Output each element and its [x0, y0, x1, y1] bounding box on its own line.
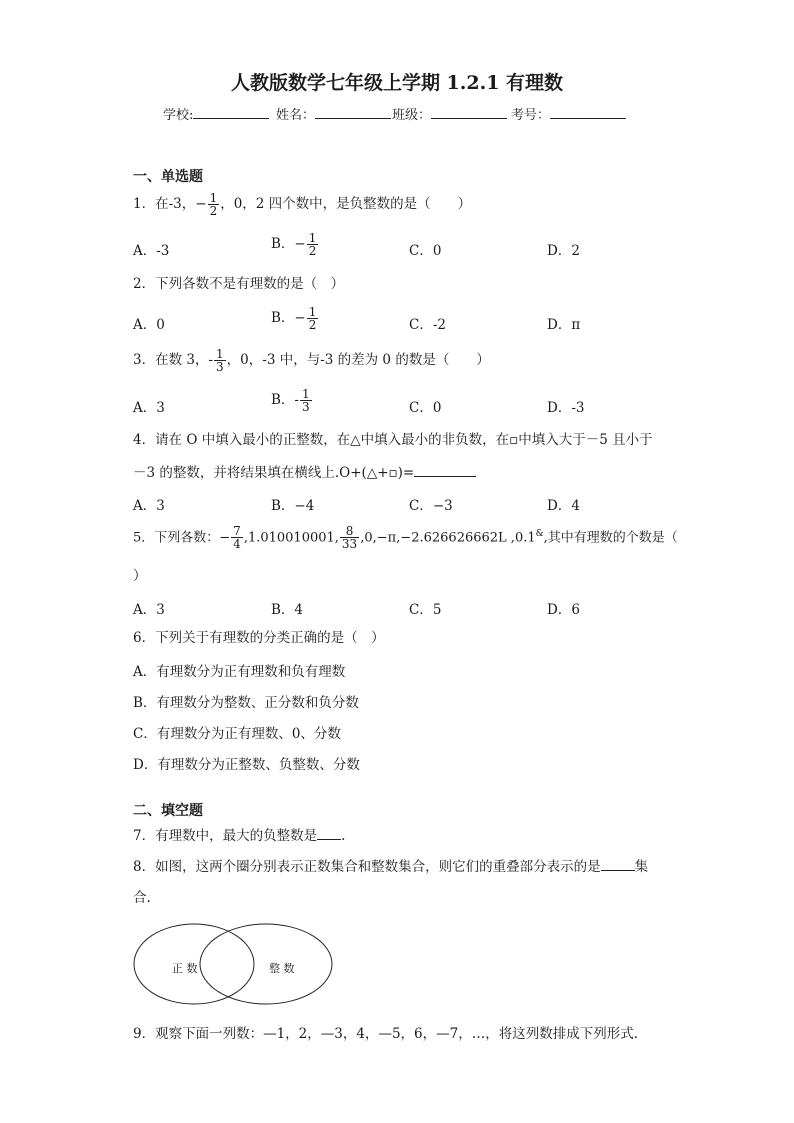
q7-text: 7．有理数中，最大的负整数是 — [133, 828, 318, 844]
q5-option-d[interactable]: D．6 — [547, 602, 580, 618]
q3-b-pre: B．- — [271, 392, 299, 408]
q3-option-b[interactable] — [271, 388, 313, 413]
q2-b-pre: B．− — [271, 310, 306, 326]
q3-frac-num: 1 — [216, 347, 224, 361]
q5-fraction-1 — [231, 525, 243, 550]
q2-b-den: 2 — [308, 318, 317, 332]
q8-line1-end: 集 — [634, 859, 649, 875]
question-9: 9．观察下面一列数：—1，2，—3，4，—5，6，—7，…，将这列数排成下列形式. — [133, 1026, 639, 1042]
q1-option-d[interactable]: D．2 — [547, 243, 580, 259]
question-8-line-2: 合. — [133, 890, 151, 906]
q3-fraction — [214, 348, 226, 373]
question-4-line-2 — [133, 463, 476, 483]
venn-label-integer: 整 数 — [269, 962, 295, 975]
q2-option-c[interactable]: C．-2 — [409, 317, 446, 333]
q7-end: . — [341, 828, 346, 844]
school-blank[interactable] — [193, 105, 269, 119]
q1-b-num: 1 — [308, 231, 317, 245]
school-label: 学校: — [163, 108, 194, 123]
q1-b-fraction — [307, 232, 319, 257]
q1-text-post: ，0，2 四个数中，是负整数的是（ ） — [220, 196, 472, 212]
q3-b-den: 3 — [301, 400, 310, 414]
q6-option-b[interactable]: B．有理数分为整数、正分数和负分数 — [133, 695, 359, 711]
q8-line1-text: 8．如图，这两个圈分别表示正数集合和整数集合，则它们的重叠部分表示的是 — [133, 859, 601, 875]
venn-diagram — [130, 920, 340, 1010]
q5-repeat-dot: & — [535, 529, 544, 539]
question-2: 2．下列各数不是有理数的是（ ） — [133, 276, 345, 292]
q5-f2-num: 8 — [340, 525, 359, 538]
q2-option-a[interactable]: A．0 — [133, 317, 165, 333]
venn-label-positive: 正 数 — [172, 962, 198, 975]
question-5 — [133, 524, 678, 550]
q4-option-b[interactable]: B．−4 — [271, 498, 315, 514]
q7-answer-blank[interactable] — [317, 826, 341, 840]
q5-option-a[interactable]: A．3 — [133, 602, 165, 618]
q1-fraction — [208, 192, 220, 217]
q3-option-a[interactable]: A．3 — [133, 400, 165, 416]
q3-b-fraction — [300, 388, 312, 413]
q1-option-a[interactable]: A．-3 — [133, 243, 170, 259]
q1-frac-num: 1 — [209, 191, 218, 205]
q1-frac-den: 2 — [209, 204, 218, 218]
q5-option-c[interactable]: C．5 — [409, 602, 442, 618]
q6-option-d[interactable]: D．有理数分为正整数、负整数、分数 — [133, 757, 360, 773]
q6-option-a[interactable]: A．有理数分为正有理数和负有理数 — [133, 664, 346, 680]
q1-option-b[interactable] — [271, 232, 319, 257]
q3-option-d[interactable]: D．-3 — [547, 400, 585, 416]
q8-answer-blank[interactable] — [601, 857, 635, 871]
q5-f1-num: 7 — [233, 524, 241, 539]
q3-text-post: ，0，-3 中，与-3 的差为 0 的数是（ ） — [226, 352, 490, 368]
name-label: 姓名： — [276, 108, 316, 123]
name-blank[interactable] — [315, 105, 391, 119]
question-5-line-2: ） — [133, 568, 147, 584]
q3-option-c[interactable]: C．0 — [409, 400, 442, 416]
q5-fraction-2 — [340, 525, 359, 550]
question-1 — [133, 192, 471, 217]
q1-b-den: 2 — [308, 244, 317, 258]
section-fill-blank: 二、填空题 — [133, 803, 203, 819]
number-label: 考号： — [511, 108, 551, 123]
q5-text-pre: 5．下列各数：− — [133, 530, 231, 546]
question-6: 6．下列关于有理数的分类正确的是（ ） — [133, 630, 385, 646]
q5-option-b[interactable]: B．4 — [271, 602, 304, 618]
school-field — [163, 104, 269, 123]
q1-neg: − — [195, 196, 207, 212]
q4-option-c[interactable]: C．−3 — [409, 498, 453, 514]
class-field — [392, 104, 507, 123]
number-blank[interactable] — [550, 105, 626, 119]
class-blank[interactable] — [431, 105, 507, 119]
q4-line2-text: －3 的整数，并将结果填在横线上.O+(△+▫)= — [133, 465, 415, 481]
number-field — [511, 104, 626, 123]
q3-b-num: 1 — [301, 387, 310, 401]
q6-option-c[interactable]: C．有理数分为正有理数、0、分数 — [133, 726, 341, 742]
question-8-line-1 — [133, 857, 648, 877]
q5-f2-den: 33 — [341, 537, 358, 552]
venn-circle-integer — [200, 924, 332, 1004]
q1-b-pre: B．− — [271, 236, 306, 252]
question-4-line-1: 4．请在 O 中填入最小的正整数，在△中填入最小的非负数，在▫中填入大于－5 且小于 — [133, 432, 653, 448]
q1-option-c[interactable]: C．0 — [409, 243, 442, 259]
page-title: 人教版数学七年级上学期 1.2.1 有理数 — [230, 72, 564, 94]
q5-text-mid1: ,1.010010001, — [243, 530, 339, 546]
q2-option-b[interactable] — [271, 306, 319, 331]
q4-option-a[interactable]: A．3 — [133, 498, 165, 514]
q5-text-post: ,其中有理数的个数是（ — [543, 530, 678, 546]
section-single-choice: 一、单选题 — [133, 169, 203, 185]
q5-text-mid2: ,0,−π,−2.626626662L ,0.1 — [360, 530, 536, 546]
q3-frac-den: 3 — [216, 360, 224, 374]
name-field — [276, 104, 391, 123]
q3-text-pre: 3．在数 3，- — [133, 352, 214, 368]
q2-b-num: 1 — [308, 305, 317, 319]
q5-f1-den: 4 — [233, 537, 241, 552]
class-label: 班级： — [392, 108, 432, 123]
question-3 — [133, 348, 490, 373]
q4-answer-blank[interactable] — [414, 463, 476, 477]
q2-option-d[interactable]: D．π — [547, 317, 581, 333]
q1-text-pre: 1．在-3， — [133, 196, 196, 212]
q4-option-d[interactable]: D．4 — [547, 498, 580, 514]
q2-b-fraction — [307, 306, 319, 331]
question-7 — [133, 826, 345, 846]
